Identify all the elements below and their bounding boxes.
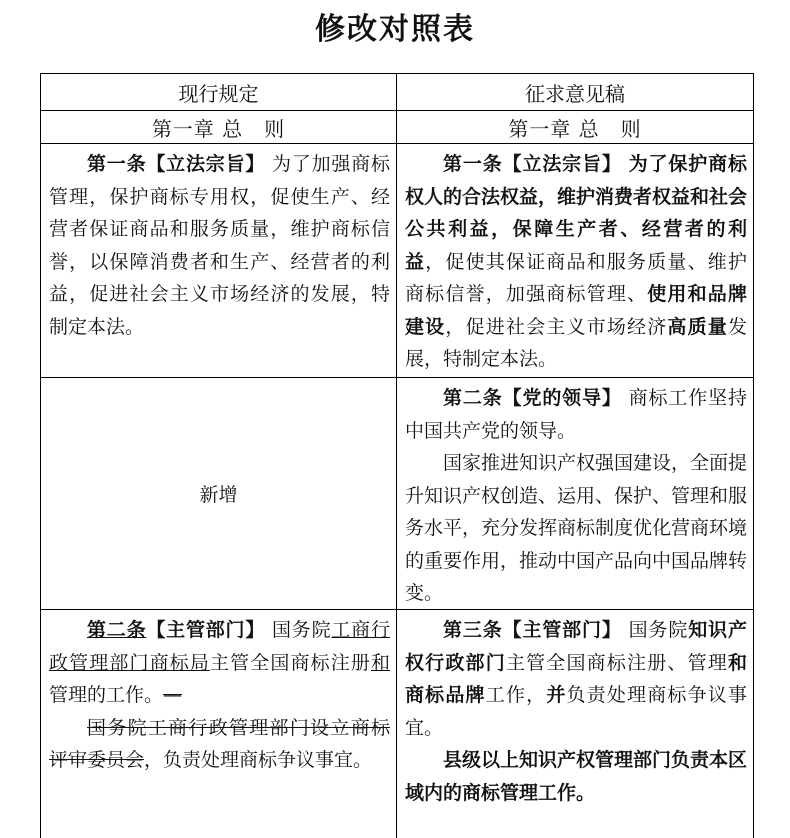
- draft-article-3: [397, 610, 754, 838]
- chapter-draft: 第一章 总 则: [397, 111, 754, 144]
- header-row: [41, 74, 754, 111]
- current-article-2-para-1: 第二条【主管部门】 国务院工商行政管理部门商标局主管全国商标注册和管理的工作。—: [49, 614, 390, 712]
- chapter-row: [41, 111, 754, 144]
- draft-article-1-text: 第一条【立法宗旨】 为了保护商标权人的合法权益，维护消费者权益和社会公共利益，保障生产者、经营者的利益，促使其保证商品和服务质量、维护商标信誉，加强商标管理、使用和品牌建设，促进社会主义市场经济高质量发展，特制定本法。: [405, 148, 747, 376]
- draft-article-2: [397, 378, 754, 610]
- current-article-2: [41, 610, 397, 838]
- draft-article-2-para-1: 第二条【党的领导】 商标工作坚持中国共产党的领导。: [405, 382, 747, 447]
- comparison-table: [40, 73, 754, 838]
- draft-article-1: [397, 144, 754, 378]
- article-row-3: [41, 610, 754, 838]
- draft-article-3-para-1: 第三条【主管部门】 国务院知识产权行政部门主管全国商标注册、管理和商标品牌工作，并负责处理商标争议事宜。: [405, 614, 747, 744]
- page-title: 修改对照表: [0, 4, 790, 48]
- draft-article-2-para-2: 国家推进知识产权强国建设，全面提升知识产权创造、运用、保护、管理和服务水平，充分发挥商标制度优化营商环境的重要作用，推动中国产品向中国品牌转变。: [405, 447, 747, 610]
- chapter-current: 第一章 总 则: [41, 111, 397, 144]
- current-article-2-para-2: 国务院工商行政管理部门设立商标评审委员会，负责处理商标争议事宜。: [49, 712, 390, 777]
- current-article-1: [41, 144, 397, 378]
- header-current: 现行规定: [41, 74, 397, 111]
- draft-article-3-para-2: 县级以上知识产权管理部门负责本区域内的商标管理工作。: [405, 744, 747, 809]
- current-article-new: 新增: [41, 378, 397, 610]
- article-row-2: [41, 378, 754, 610]
- header-draft: 征求意见稿: [397, 74, 754, 111]
- current-article-1-text: 第一条【立法宗旨】 为了加强商标管理，保护商标专用权，促使生产、经营者保证商品和服务质量，维护商标信誉，以保障消费者和生产、经营者的利益，促进社会主义市场经济的发展，特制定本法。: [49, 148, 390, 343]
- article-row-1: [41, 144, 754, 378]
